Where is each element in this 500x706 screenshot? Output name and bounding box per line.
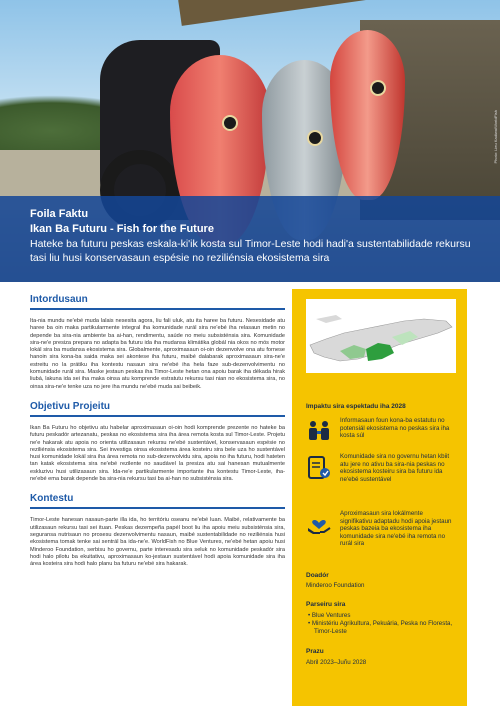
section-heading-introduction: Intordusaun [30,294,285,310]
section-body-context: Timor-Leste hanesan nasaun-parte illa ida, ho territóriu oseanu ne'ebé luan. Maibé, relativamente ba utilizasaun rekursu tasi sei ituan. Peskas dezempeña papél boot liu iha apoiu meiu subsisténsia sira, seguransa nutrisaun no prosesu dezenvolvimentu nasaun, maibé sustentabilidade no reziliénsia husi ekosistema tomak tenke sai sentrál ba ida-ne'e. WorldFish no Blue Ventures, ne'ebé hetan apoiu husi Minderoo Foundation, serbisu ho governu, parte interesadu sira seluk no komunidade peskadór sira hodi halo pilotu ba ekuitativu, aproximasaun ko-jestaun sustentável hodi apoia komunidade sira iha área kosteira sira hodi halo planu ba futuru ne'ebé sira hakarak. [30,517,285,568]
title-banner [0,196,500,282]
impact-text: Aproximasaun sira lokálmente signifikativu adaptadu hodi apoia jestaun peskas bazeia ba ekosistema iha komunidade sira ne'ebé iha remota no rurál sira [340,510,452,548]
section-body-introduction: Ita-nia mundu ne'ebé muda lalais nesesita agora, liu fali uluk, atu ita haree ba futuru. Nesesidade atu haree ba oin maka partikularmente integral iha komunidade rurál sira ne'ebé iha relasaun metin no depende ba sira-nia ambiente ba ai-han, rendimentu, saúde no meiu subsisténsia sira. Komunidade sira-ne'e presiza prepara no adapta ba futuru ida iha mudansa klimátika globál nia okos no mós motor lokál sira ba mudansa ekosistema sira. Globalmente, aproximasaun oi-oin dezenvolve ona atu fornese hanoin sira kona-ba saida maka sei akontese iha futuru, maibé dalabarak aproximasaun sira-ne'e estreitu no la prátiku iha kontestu nasaun sira ne'ebé iha hela faze sub-dezenvolvimentu no komunidade rurál sira. Maske jestaun peskas iha Timor-Leste hetan ona apoiu barak iha dékada hirak liubá, lakuna ida sei iha maka oinsa atu komprende estratutu rekursu tasi nian no ekosistema sira, no oinsa sira-ne'e tenke uza no jere iha mundu ne'ebé muda sai beibeik. [30,318,285,390]
partners-list [306,612,456,635]
section-body-objective: Ikan Ba Futuru ho objetivu atu habelar aproximasaun oi-oin hodi komprende prezente no hateke ba futuru peskadór artezanatu, peskas no ekosistema sira iha área remota kosta sul Timor-Leste. Projetu ne'e hakarak atu apoia no orienta utilizasaun rekursu ne'ebé sustentável, konservasaun espésie no reziliénsia ekosistema sira. Sei investiga oinsa ekosistema área kosteiru sira bele uza ho sustentável husi komunidade lokál sira iha área remota no sub-dezenvolvidu sira, apoia no iha futuru, hodi hateten tan katak ekosistema sira ne'ebé rezilente no saudável la presiza atu sai hanesan mutualmente eskluzivu husi utilizasaun sira. Ida-ne'e partikularmente importante iha kontestu Timor-Leste, iha-ne'ebé ema barak depende ba sira-nia rekursu tasi ba ai-han no subsisténsia sira. [30,424,285,483]
partner-item: • Blue Ventures [308,612,351,619]
partner-item: • Ministériu Agrikultura, Pekuária, Peska no Floresta, Timor-Leste [308,619,453,635]
main-column [30,294,285,578]
kicker: Foila Faktu [30,208,89,220]
impact-item [306,510,456,550]
duration-value: Abril 2023–Juñu 2028 [306,659,367,666]
impact-item [306,453,456,493]
section-heading-objective: Objetivu Projeitu [30,401,285,417]
donor-name: Minderoo Foundation [306,582,365,589]
people-icon [306,419,332,445]
hands-heart-icon [306,512,332,538]
document-pen-icon [306,455,332,481]
impact-item [306,417,456,457]
page-title: Ikan Ba Futuru - Fish for the Future [30,223,214,235]
sidebar [292,289,467,706]
impact-text: Komunidade sira no governu hetan kbiit atu jere no ativu ba sira-nia peskas no ekosistema kosteiru sira ba futuru ida ne'ebé sustentável [340,453,450,483]
timor-leste-map [306,299,456,373]
impact-text: Informasaun foun kona-ba estatutu no potensiál ekosistema no peskas sira iha kosta súl [340,417,450,440]
photo-credit: Photo: Lieu Kadiwa/WorldFish [493,110,498,164]
impact-heading: Impaktu sira espektadu iha 2028 [306,403,406,410]
partners-heading: Parseiru sira [306,601,346,608]
donor-heading: Doadór [306,572,329,579]
page-subtitle: Hateke ba futuru peskas eskala-ki'ik kosta sul Timor-Leste hodi hadi'a sustentabilidade rekursu tasi liu husi konservasaun espésie no reziliénsia ekosistema sira [30,238,471,264]
duration-heading: Prazu [306,648,324,655]
section-heading-context: Kontestu [30,493,285,509]
